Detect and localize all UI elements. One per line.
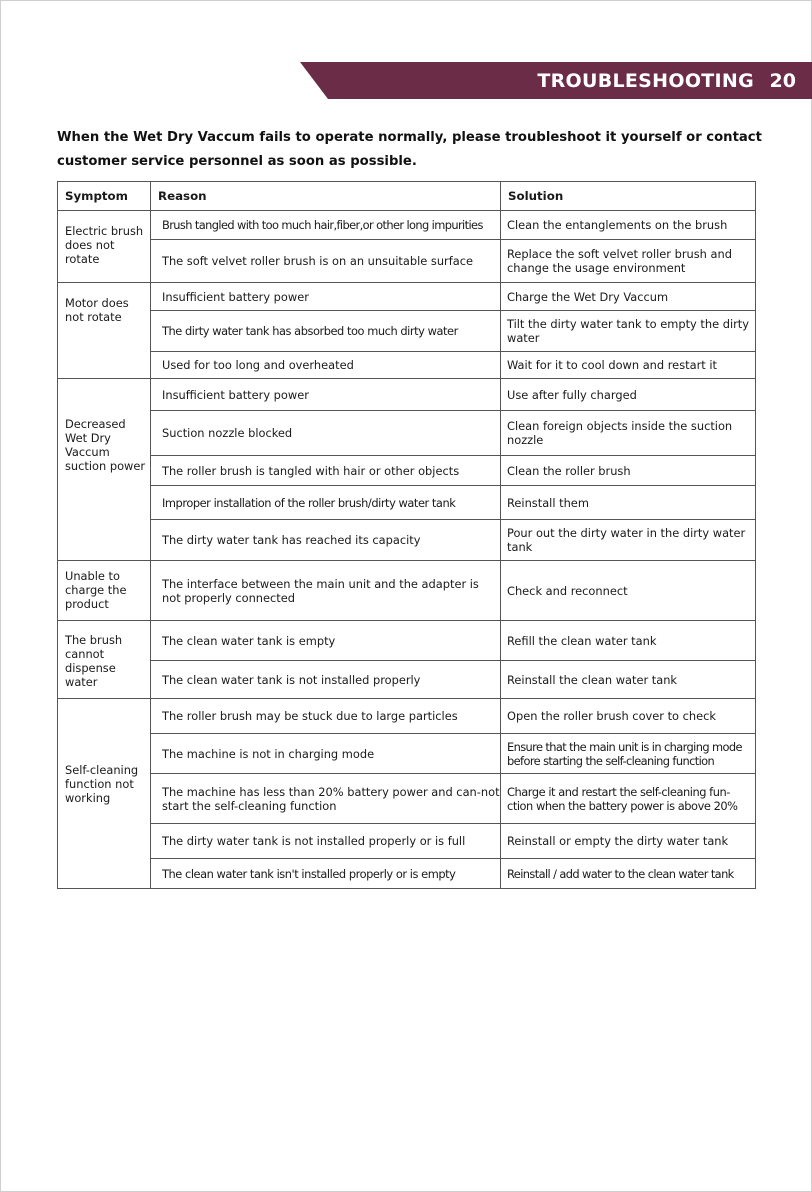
symptom-cell: Self-cleaning function not working (58, 699, 151, 889)
section-banner (300, 62, 812, 99)
reason-cell: The interface between the main unit and the adapter is not properly connected (151, 561, 501, 621)
reason-cell: The dirty water tank is not installed properly or is full (151, 824, 501, 859)
solution-cell: Charge it and restart the self-cleaning fun-ction when the battery power is above 20% (501, 774, 756, 824)
table-row (58, 283, 756, 311)
table-row (58, 734, 756, 774)
reason-cell: The clean water tank is empty (151, 621, 501, 661)
reason-cell: The dirty water tank has absorbed too much dirty water (151, 311, 501, 352)
table-row (58, 520, 756, 561)
solution-cell: Tilt the dirty water tank to empty the dirty water (501, 311, 756, 352)
symptom-cell: Electric brush does not rotate (58, 211, 151, 283)
solution-cell: Pour out the dirty water in the dirty water tank (501, 520, 756, 561)
reason-cell: The soft velvet roller brush is on an unsuitable surface (151, 240, 501, 283)
page-number: 20 (769, 70, 796, 92)
reason-cell: The machine is not in charging mode (151, 734, 501, 774)
solution-cell: Clean the roller brush (501, 456, 756, 486)
reason-cell: Insufficient battery power (151, 379, 501, 411)
reason-cell: Brush tangled with too much hair,fiber,or other long impurities (151, 211, 501, 240)
solution-cell: Check and reconnect (501, 561, 756, 621)
intro-text: When the Wet Dry Vaccum fails to operate normally, please troubleshoot it yourself or contact customer service personnel as soon as possible. (57, 130, 762, 169)
symptom-cell: Motor does not rotate (58, 283, 151, 379)
solution-cell: Use after fully charged (501, 379, 756, 411)
troubleshooting-table (57, 181, 756, 889)
table-row (58, 621, 756, 661)
solution-cell: Charge the Wet Dry Vaccum (501, 283, 756, 311)
reason-cell: The clean water tank isn't installed properly or is empty (151, 859, 501, 889)
solution-cell: Clean foreign objects inside the suction nozzle (501, 411, 756, 456)
reason-cell: The machine has less than 20% battery power and can-not start the self-cleaning function (151, 774, 501, 824)
table-row (58, 774, 756, 824)
solution-cell: Clean the entanglements on the brush (501, 211, 756, 240)
table-row (58, 456, 756, 486)
table-row (58, 824, 756, 859)
table-row (58, 486, 756, 520)
table-row (58, 352, 756, 379)
table-row (58, 240, 756, 283)
table-row (58, 211, 756, 240)
solution-cell: Ensure that the main unit is in charging mode before starting the self-cleaning function (501, 734, 756, 774)
table-row (58, 859, 756, 889)
solution-cell: Reinstall them (501, 486, 756, 520)
reason-cell: Improper installation of the roller brush/dirty water tank (151, 486, 501, 520)
symptom-cell: Unable to charge the product (58, 561, 151, 621)
reason-cell: Insufficient battery power (151, 283, 501, 311)
solution-cell: Reinstall or empty the dirty water tank (501, 824, 756, 859)
table-row (58, 379, 756, 411)
solution-cell: Replace the soft velvet roller brush and change the usage environment (501, 240, 756, 283)
reason-cell: Used for too long and overheated (151, 352, 501, 379)
reason-cell: The dirty water tank has reached its capacity (151, 520, 501, 561)
solution-cell: Wait for it to cool down and restart it (501, 352, 756, 379)
reason-cell: Suction nozzle blocked (151, 411, 501, 456)
header-reason: Reason (151, 182, 501, 211)
table-row (58, 411, 756, 456)
table-row (58, 699, 756, 734)
symptom-cell: Decreased Wet Dry Vaccum suction power (58, 379, 151, 561)
reason-cell: The roller brush is tangled with hair or other objects (151, 456, 501, 486)
table-row (58, 661, 756, 699)
solution-cell: Open the roller brush cover to check (501, 699, 756, 734)
table-header-row (58, 182, 756, 211)
header-solution: Solution (501, 182, 756, 211)
header-symptom: Symptom (58, 182, 151, 211)
reason-cell: The clean water tank is not installed properly (151, 661, 501, 699)
solution-cell: Refill the clean water tank (501, 621, 756, 661)
table-row (58, 561, 756, 621)
table-row (58, 311, 756, 352)
reason-cell: The roller brush may be stuck due to large particles (151, 699, 501, 734)
symptom-cell: The brush cannot dispense water (58, 621, 151, 699)
solution-cell: Reinstall / add water to the clean water tank (501, 859, 756, 889)
banner-title: TROUBLESHOOTING (537, 70, 754, 92)
solution-cell: Reinstall the clean water tank (501, 661, 756, 699)
